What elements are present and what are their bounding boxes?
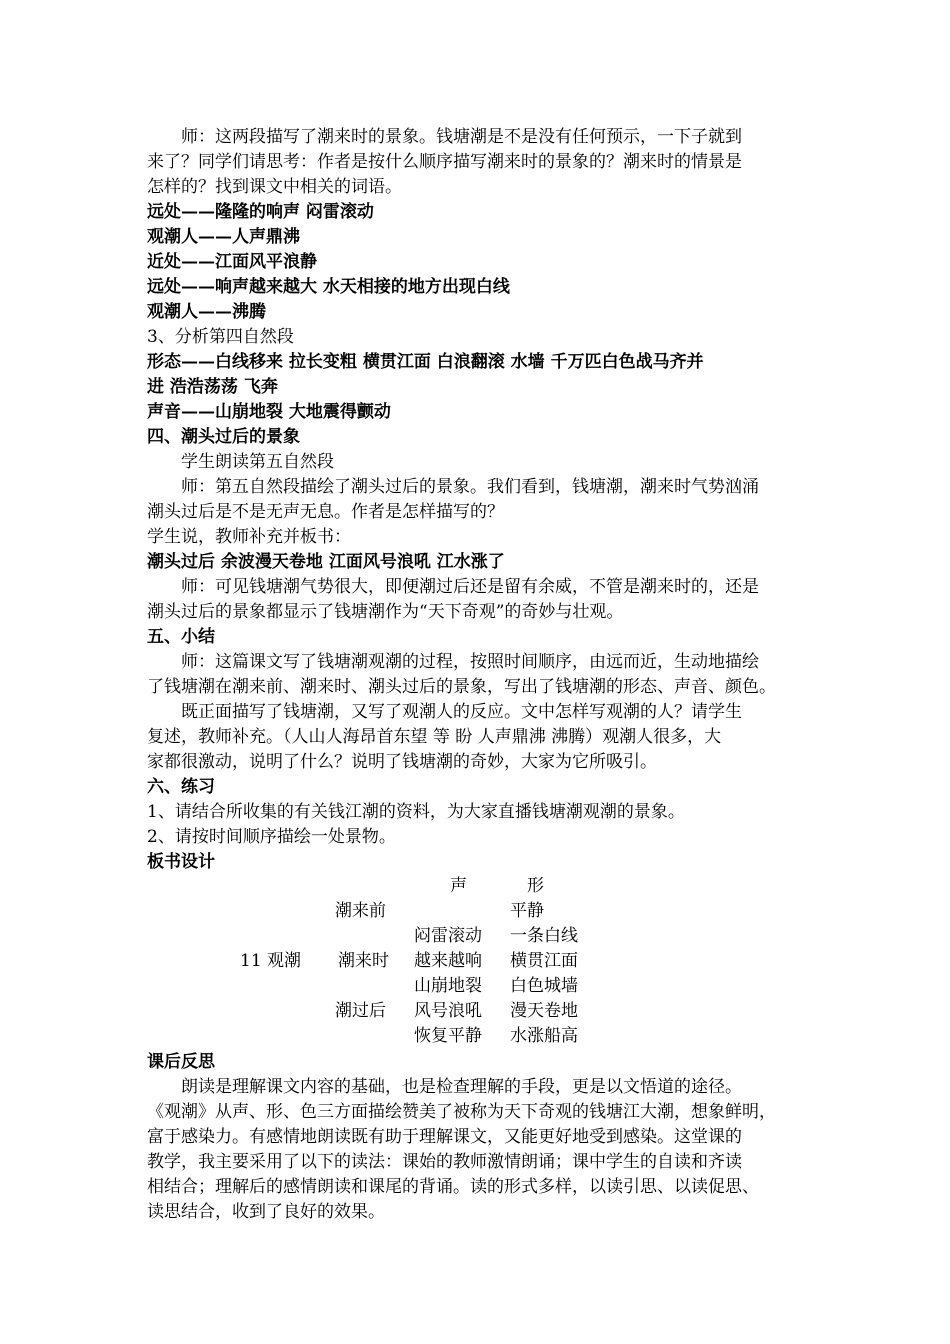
paragraph-line: 学生说，教师补充并板书： [147,527,351,547]
paragraph-line: 既正面描写了钱塘潮，又写了观潮人的反应。文中怎样写观潮的人？请学生 [147,702,742,722]
paragraph-line: 朗读是理解课文内容的基础，也是检查理解的手段，更是以文悟道的途径。 [147,1077,742,1097]
board-stage-before: 潮来前 [335,901,386,921]
paragraph-line: 潮头过后的景象都显示了钱塘潮作为“天下奇观”的奇妙与壮观。 [147,602,624,622]
board-cell: 闷雷滚动 [414,926,482,946]
board-cell: 一条白线 [510,926,578,946]
board-cell: 水涨船高 [510,1026,578,1046]
note-line: 潮头过后 余波漫天卷地 江面风号浪吼 江水涨了 [147,552,505,572]
board-cell: 横贯江面 [510,951,578,971]
board-title: 11 观潮 [240,951,302,971]
note-line: 观潮人——人声鼎沸 [147,227,300,247]
section-heading: 板书设计 [147,852,215,872]
note-line: 形态——白线移来 拉长变粗 横贯江面 白浪翻滚 水墙 千万匹白色战马齐并 [147,352,704,372]
paragraph-line: 1、请结合所收集的有关钱江潮的资料，为大家直播钱塘潮观潮的景象。 [147,802,685,822]
section-heading: 五、小结 [147,627,215,647]
paragraph-line: 相结合；理解后的感情朗读和课尾的背诵。读的形式多样，以读引思、以读促思、 [147,1177,759,1197]
paragraph-line: 来了？同学们请思考：作者是按什么顺序描写潮来时的景象的？潮来时的情景是 [147,152,742,172]
note-line: 观潮人——沸腾 [147,302,266,322]
paragraph-line: 师：这两段描写了潮来时的景象。钱塘潮是不是没有任何预示，一下子就到 [147,127,742,147]
paragraph-line: 潮头过后是不是无声无息。作者是怎样描写的？ [147,502,504,522]
section-heading: 四、潮头过后的景象 [147,427,300,447]
paragraph-line: 怎样的？找到课文中相关的词语。 [147,177,402,197]
paragraph-line: 了钱塘潮在潮来前、潮来时、潮头过后的景象，写出了钱塘潮的形态、声音、颜色。 [147,677,776,697]
note-line: 声音——山崩地裂 大地震得颤动 [147,402,391,422]
subsection-line: 3、分析第四自然段 [147,327,294,347]
board-stage-during: 潮来时 [338,951,389,971]
paragraph-line: 2、请按时间顺序描绘一处景物。 [147,827,396,847]
board-stage-after: 潮过后 [335,1001,386,1021]
paragraph-line: 读思结合，收到了良好的效果。 [147,1202,385,1222]
paragraph-line: 富于感染力。有感情地朗读既有助于理解课文，又能更好地受到感染。这堂课的 [147,1127,742,1147]
board-cell: 漫天卷地 [510,1001,578,1021]
board-header-shape: 形 [527,876,544,896]
note-line: 远处——隆隆的响声 闷雷滚动 [147,202,374,222]
note-line: 远处——响声越来越大 水天相接的地方出现白线 [147,277,510,297]
board-cell: 风号浪吼 [414,1001,482,1021]
paragraph-line: 教学，我主要采用了以下的读法：课始的教师激情朗诵；课中学生的自读和齐读 [147,1152,742,1172]
section-heading: 课后反思 [147,1052,215,1072]
paragraph-line: 学生朗读第五自然段 [147,452,334,472]
board-cell: 恢复平静 [414,1026,482,1046]
board-cell: 白色城墙 [510,976,578,996]
board-cell: 平静 [510,901,544,921]
note-line: 进 浩浩荡荡 飞奔 [147,377,278,397]
board-header-sound: 声 [450,876,467,896]
paragraph-line: 复述，教师补充。（人山人海昂首东望 等 盼 人声鼎沸 沸腾）观潮人很多，大 [147,727,722,747]
paragraph-line: 师：这篇课文写了钱塘潮观潮的过程，按照时间顺序，由远而近，生动地描绘 [147,652,759,672]
paragraph-line: 《观潮》从声、形、色三方面描绘赞美了被称为天下奇观的钱塘江大潮，想象鲜明， [147,1102,776,1122]
section-heading: 六、练习 [147,777,215,797]
board-cell: 山崩地裂 [414,976,482,996]
paragraph-line: 家都很激动，说明了什么？说明了钱塘潮的奇妙，大家为它所吸引。 [147,752,657,772]
note-line: 近处——江面风平浪静 [147,252,317,272]
board-cell: 越来越响 [414,951,482,971]
paragraph-line: 师：可见钱塘潮气势很大，即便潮过后还是留有余威，不管是潮来时的，还是 [147,577,759,597]
paragraph-line: 师：第五自然段描绘了潮头过后的景象。我们看到，钱塘潮，潮来时气势汹涌 [147,477,759,497]
